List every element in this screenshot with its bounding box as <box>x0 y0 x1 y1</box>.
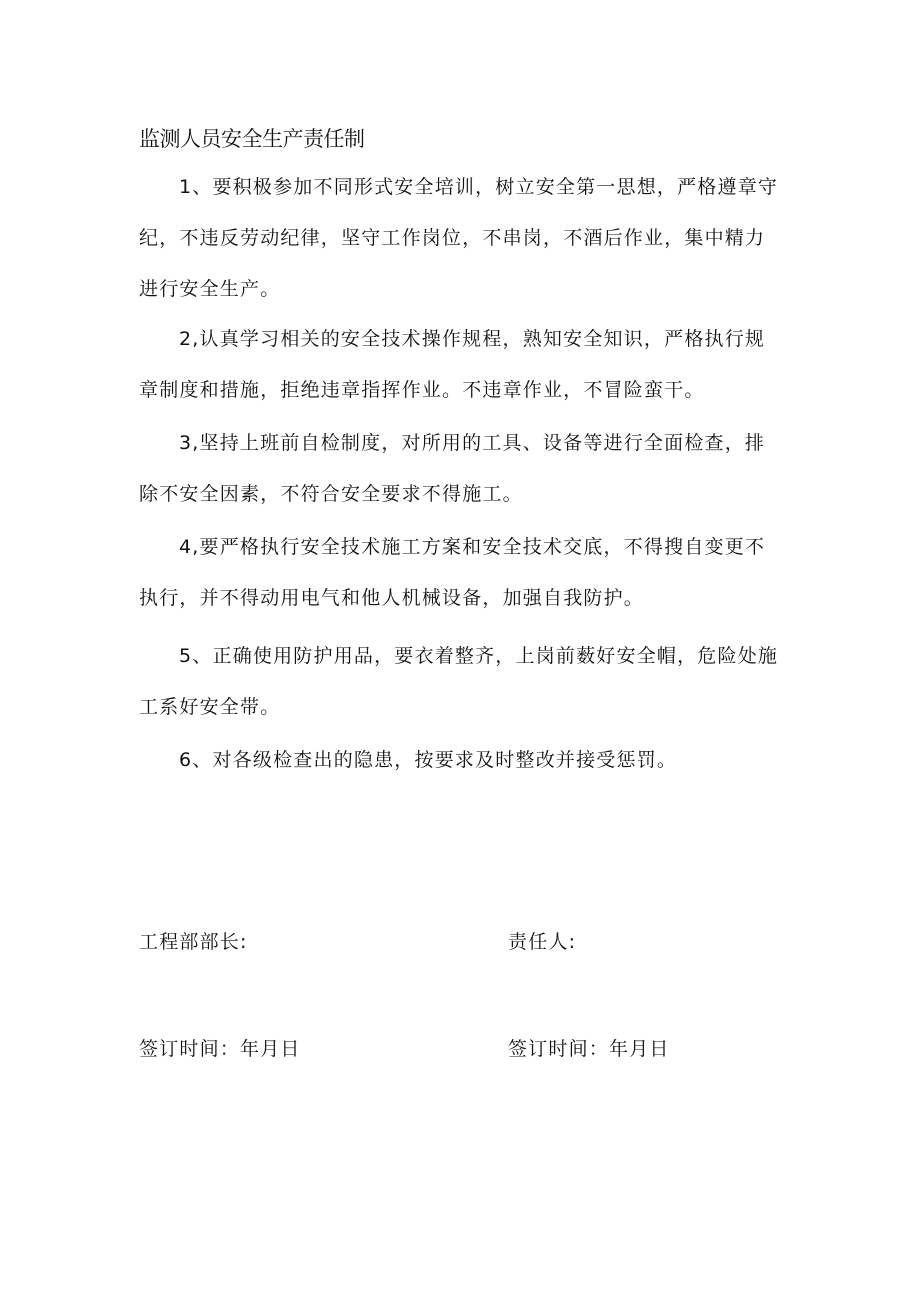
clause-5: 5、正确使用防护用品，要衣着整齐，上岗前薮好安全帽，危险处施工系好安全带。 <box>139 645 779 718</box>
clause-4: 4,要严格执行安全技术施工方案和安全技术交底，不得搜自变更不执行，并不得动用电气和他人机械设备，加强自我防护。 <box>139 536 766 609</box>
left-sign-date: 签订时间：年月日 <box>139 1038 301 1060</box>
clause-6: 6、对各级检查出的隐患，按要求及时整改并接受惩罚。 <box>179 749 678 771</box>
responsible-person-label: 责任人: <box>508 931 577 953</box>
clause-1: 1、要积极参加不同形式安全培训，树立安全第一思想，严格遵章守纪，不违反劳动纪律，坚守工作岗位，不串岗，不酒后作业，集中精力进行安全生产。 <box>139 176 779 300</box>
engineering-head-label: 工程部部长: <box>139 931 248 953</box>
clause-2: 2,认真学习相关的安全技术操作规程，熟知安全知识，严格执行规章制度和措施，拒绝违章指挥作业。不违章作业，不冒险蛮干。 <box>139 328 766 401</box>
right-sign-date: 签订时间：年月日 <box>508 1038 670 1060</box>
document-title: 监测人员安全生产责任制 <box>139 127 365 151</box>
clause-3: 3,坚持上班前自检制度，对所用的工具、设备等进行全面检查，排除不安全因素，不符合安全要求不得施工。 <box>139 432 766 505</box>
